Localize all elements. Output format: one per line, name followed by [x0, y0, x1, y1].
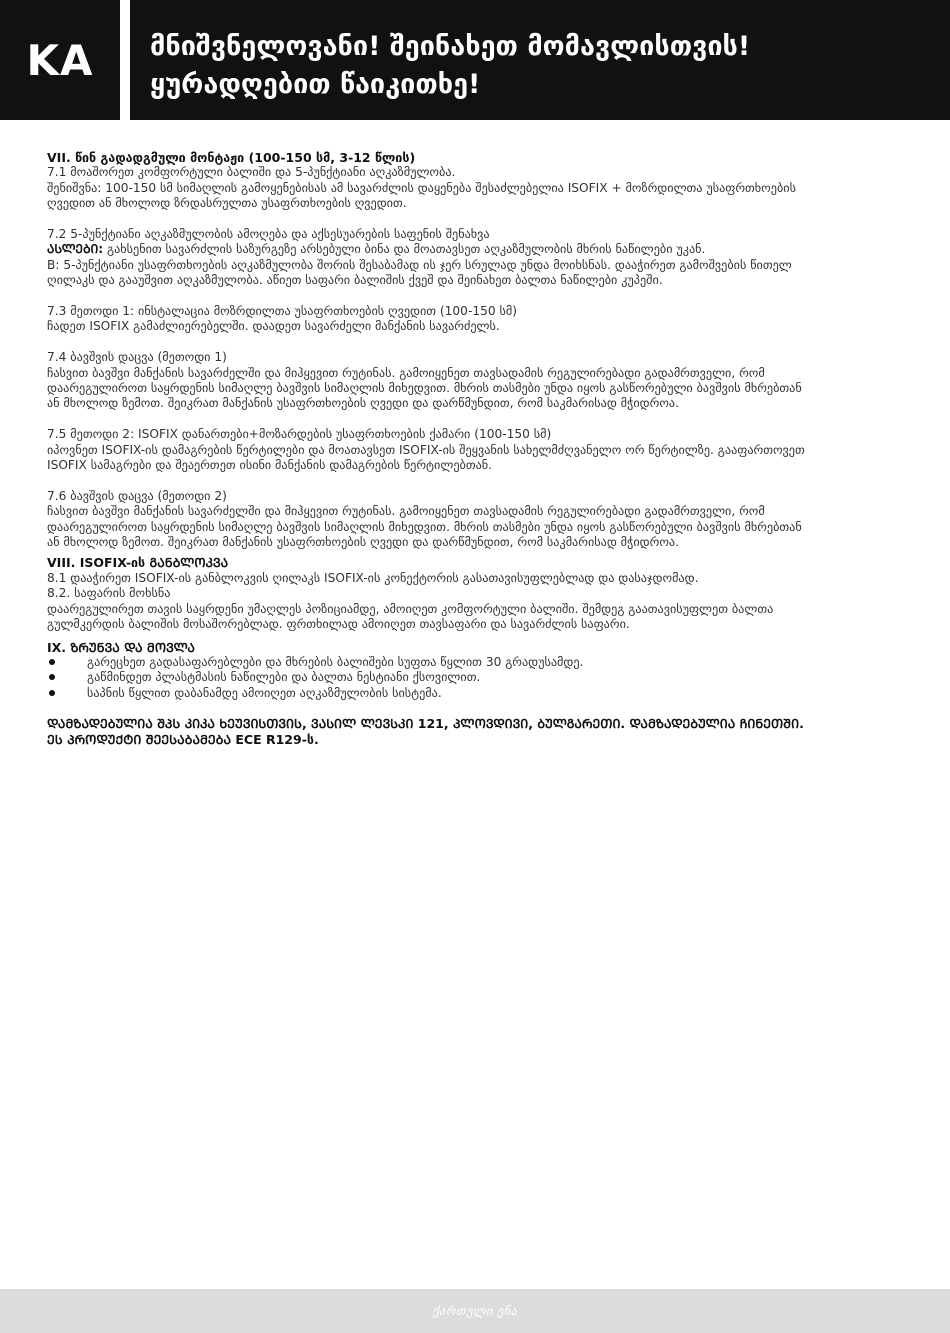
text-line: 7.3 მეთოდი 1: ინსტალაცია მოზრდილთა უსაფრთხოების ღვედით (100-150 სმ) [47, 304, 517, 319]
step-a-label: ᲐᲡᲚᲔᲑᲘ: [47, 242, 104, 257]
text-line: ჩასვით ბავშვი მანქანის სავარძელში და მიჰყევით რუტინას. გამოიყენეთ თავსადამის რეგულირებადი გადამრთველი, რომ [47, 504, 765, 519]
manufacturer-note [47, 716, 897, 747]
text-line: დაარეგულირეთ თავის საყრდენი უმაღლეს პოზიციამდე, ამოიღეთ კომფორტული ბალიში. შემდეგ გაათავისუფლეთ ბალთა [47, 601, 774, 616]
text-line: 8.2. საფარის მოხსნა [47, 586, 171, 601]
text-line: გულმკერდის ბალიშის მოსაშორებლად. ფრთხილად ამოიღეთ თავსაფარი და სავარძლის საფარი. [47, 617, 630, 632]
title-line-2: ყურადღებით წაიკითხე! [150, 69, 481, 100]
text-line: 8.1 დააჭირეთ ISOFIX-ის განბლოკვის ღილაკს ISOFIX-ის კონექტორის გასათავისუფლებლად და დასაჯდომად. [47, 570, 699, 585]
text-line [47, 242, 897, 257]
section-heading-9: IX. ᲖᲠᲣᲜᲕᲐ ᲓᲐ ᲛᲝᲕᲚᲐ [47, 639, 195, 655]
text-line: 7.5 მეთოდი 2: ISOFIX დანართები+მოზარდების უსაფრთხოების ქამარი (100-150 სმ) [47, 427, 552, 442]
page-header [0, 0, 950, 120]
paragraph-7-2 [47, 227, 897, 289]
page-footer [0, 1289, 950, 1333]
text-line: იპოვნეთ ISOFIX-ის დამაგრების წერტილები და მოათავსეთ ISOFIX-ის შეყვანის სახელმძღვანელო ორ წერტილზე. გააფართოვეთ [47, 442, 805, 457]
paragraph-7-3 [47, 304, 897, 335]
document-body [47, 150, 897, 747]
text-line: ISOFIX სამაგრები და შეაერთეთ ისინი მანქანის დამაგრების წერტილებთან. [47, 458, 493, 473]
text-line: ან მხოლოდ ზემოთ. შეიკრათ მანქანის უსაფრთხოების ღვედი და დარწმუნდით, რომ საკმარისად მჭიდროა. [47, 396, 679, 411]
list-item: გაწმინდეთ პლასტმასის ნაწილები და ბალთა ნესტიანი ქსოვილით. [47, 670, 897, 685]
care-list [47, 655, 897, 701]
section-heading-7: VII. წინ გადადგმული მონტაჟი (100-150 სმ, 3-12 წლის) [47, 150, 416, 165]
text-line: B: 5-პუნქტიანი უსაფრთხოების აღკაზმულობა შორის შესაბამად ის ჯერ სრულად უნდა მოიხსნას. დააჭირეთ გამოშვების წითელ [47, 257, 792, 272]
paragraph-8 [47, 571, 897, 633]
text-line: ჩადეთ ISOFIX გამაძლიერებელში. დაადეთ სავარძელი მანქანის სავარძელს. [47, 319, 500, 334]
text-line: 7.1 მოაშორეთ კომფორტული ბალიში და 5-პუნქტიანი აღკაზმულობა. [47, 165, 456, 180]
page-title [150, 28, 940, 104]
list-item: გარეცხეთ გადასაფარებლები და მხრების ბალიშები სუფთა წყლით 30 გრადუსამდე. [47, 655, 897, 670]
text-line: 7.2 5-პუნქტიანი აღკაზმულობის ამოღება და აქსესუარების საფენის შენახვა [47, 227, 490, 242]
footer-language-label: ქართული ენა [432, 1304, 518, 1318]
text-line: შენიშვნა: 100-150 სმ სიმაღლის გამოყენებისას ამ სავარძლის დაყენება შესაძლებელია ISOFIX + მოზრდილთა უსაფრთხოების [47, 180, 796, 195]
text-line: დაარეგულიროთ საყრდენის სიმაღლე ბავშვის სიმაღლის მიხედვით. მხრის თასმები უნდა იყოს გასწორებული ბავშვის მხრებთან [47, 519, 802, 534]
text-line: ჩასვით ბავშვი მანქანის სავარძელში და მიჰყევით რუტინას. გამოიყენეთ თავსადამის რეგულირებადი გადამრთველი, რომ [47, 365, 765, 380]
text-line: ღვედით ან მხოლოდ ზრდასრულთა უსაფრთხოების ღვედით. [47, 196, 407, 211]
header-divider [120, 0, 130, 120]
step-a-text: გახსენით სავარძლის საზურგეზე არსებული ბინა და მოათავსეთ აღკაზმულობის მხრის ნაწილები უკან. [103, 242, 706, 257]
text-line: 7.6 ბავშვის დაცვა (მეთოდი 2) [47, 488, 227, 503]
paragraph-7-6 [47, 489, 897, 551]
list-item: საპნის წყლით დაბანამდე ამოიღეთ აღკაზმულობის სისტემა. [47, 686, 897, 701]
manufacturer-line: ᲓᲐᲛᲖᲐᲓᲔᲑᲣᲚᲘᲐ ᲨᲞᲡ ᲙᲘᲙᲐ ᲮᲔᲣᲕᲘᲡᲗᲕᲘᲡ, ᲕᲐᲡᲘᲚ ᲚᲔᲕᲡᲙᲘ 121, ᲞᲚᲝᲕᲓᲘᲕᲘ, ᲑᲣᲚᲒᲐᲠᲔᲗᲘ. ᲓᲐᲛᲖᲐᲓᲔᲑᲣᲚᲘᲐ ᲩᲘᲜᲔᲗᲨᲘ. [47, 716, 804, 732]
text-line: დაარეგულიროთ საყრდენის სიმაღლე ბავშვის სიმაღლის მიხედვით. მხრის თასმები უნდა იყოს გასწორებული ბავშვის მხრებთან [47, 381, 802, 396]
title-line-1: მნიშვნელოვანი! შეინახეთ მომავლისთვის! [150, 31, 751, 62]
paragraph-7-5 [47, 427, 897, 473]
compliance-line: ᲔᲡ ᲞᲠᲝᲓᲣᲥᲢᲘ ᲨᲔᲔᲡᲐᲑᲐᲛᲔᲑᲐ ECE R129-ს. [47, 731, 319, 747]
paragraph-7-1 [47, 165, 897, 211]
text-line: ან მხოლოდ ზემოთ. შეიკრათ მანქანის უსაფრთხოების ღვედი და დარწმუნდით, რომ საკმარისად მჭიდროა. [47, 535, 679, 550]
paragraph-7-4 [47, 350, 897, 412]
text-line: 7.4 ბავშვის დაცვა (მეთოდი 1) [47, 350, 227, 365]
text-line: ღილაკს და გააუშვით აღკაზმულობა. აწიეთ საფარი ბალიშის ქვეშ და შეინახეთ ბალთა ნაწილები კუპეში. [47, 273, 663, 288]
language-code: KA [0, 0, 120, 120]
section-heading-8: VIII. ISOFIX-ის ᲒᲐᲜᲑᲚᲝᲙᲕᲐ [47, 555, 229, 571]
